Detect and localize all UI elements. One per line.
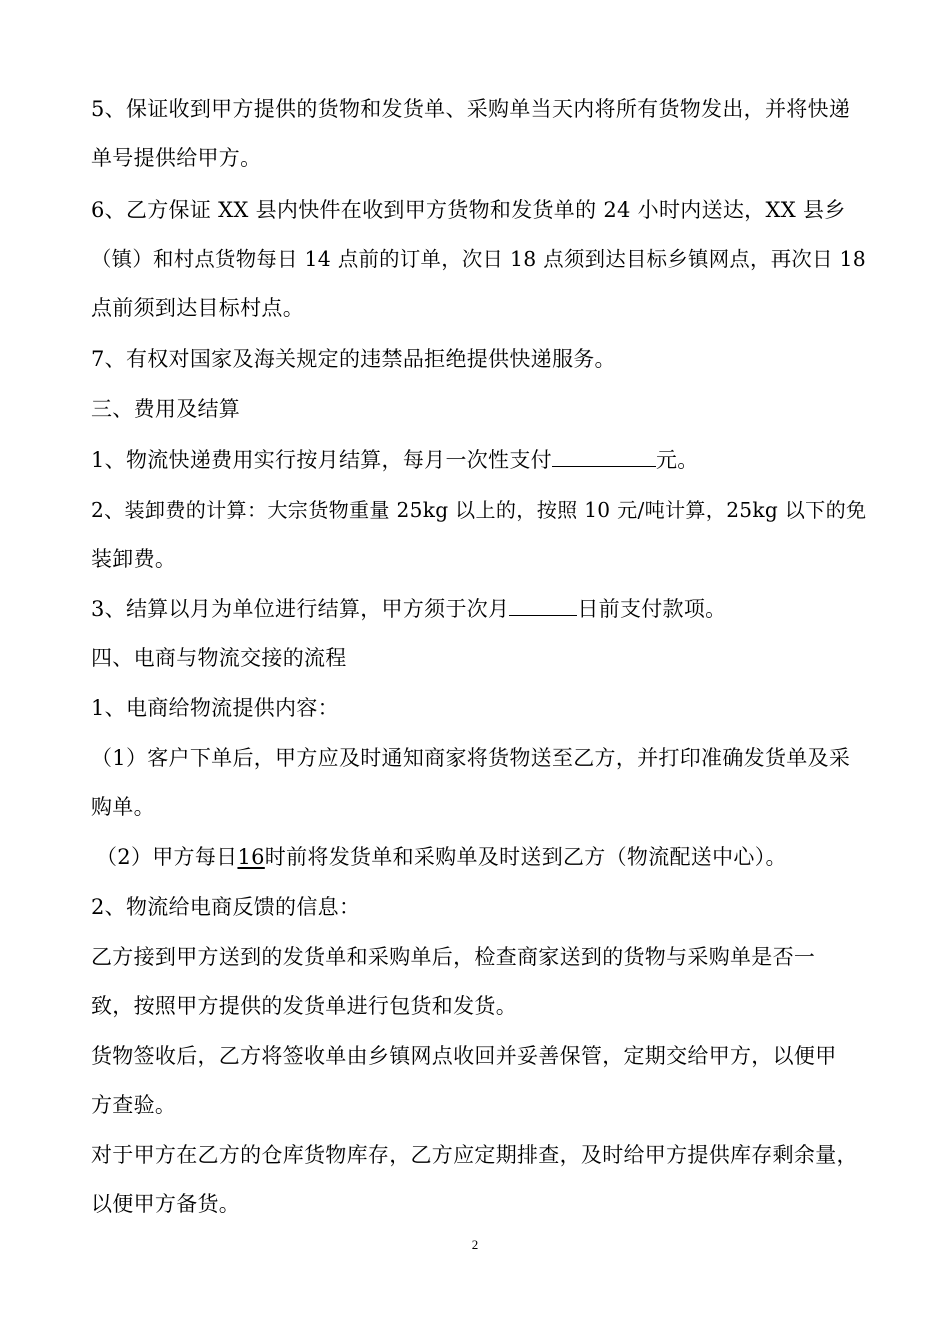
fee-clause-2-line-1: 2、装卸费的计算：大宗货物重量 25kg 以上的，按照 10 元/吨计算，25kg 以下的免	[91, 498, 867, 522]
flow-1-item-2-suffix: 时前将发货单和采购单及时送到乙方（物流配送中心）。	[264, 845, 787, 869]
flow-1-item-2-text: （2）甲方每日	[96, 845, 238, 869]
flow-2-para-1-line-2: 致，按照甲方提供的发货单进行包货和发货。	[91, 994, 517, 1018]
fee-clause-2-line-2: 装卸费。	[91, 547, 177, 571]
clause-7: 7、有权对国家及海关规定的违禁品拒绝提供快递服务。	[91, 347, 616, 371]
flow-1-item-1-line-2: 购单。	[91, 795, 155, 819]
clause-6-line-3: 点前须到达目标村点。	[91, 296, 304, 320]
section-4-heading: 四、电商与物流交接的流程	[91, 646, 347, 670]
fee-clause-3-suffix: 日前支付款项。	[577, 597, 727, 621]
monthly-amount-blank[interactable]	[552, 442, 656, 467]
page-number: 2	[471, 1237, 479, 1252]
fee-clause-1-text: 1、物流快递费用实行按月结算，每月一次性支付	[91, 448, 552, 472]
flow-2-para-1-line-1: 乙方接到甲方送到的发货单和采购单后，检查商家送到的货物与采购单是否一	[91, 945, 816, 969]
flow-2-para-2-line-1: 货物签收后，乙方将签收单由乡镇网点收回并妥善保管，定期交给甲方，以便甲	[91, 1044, 837, 1068]
clause-5-line-2: 单号提供给甲方。	[91, 146, 262, 170]
flow-2-para-2-line-2: 方查验。	[91, 1093, 177, 1117]
flow-2-para-3-line-2: 以便甲方备货。	[91, 1192, 241, 1216]
flow-2-heading: 2、物流给电商反馈的信息：	[91, 895, 361, 919]
flow-2-para-3-line-1: 对于甲方在乙方的仓库货物库存，乙方应定期排查，及时给甲方提供库存剩余量，	[91, 1143, 858, 1167]
flow-1-item-2	[96, 833, 871, 882]
clause-6-line-1: 6、乙方保证 XX 县内快件在收到甲方货物和发货单的 24 小时内送达，XX 县乡	[91, 198, 846, 222]
payment-day-blank[interactable]	[509, 591, 577, 616]
clause-6-line-2: （镇）和村点货物每日 14 点前的订单，次日 18 点须到达目标乡镇网点，再次日 18	[91, 247, 867, 271]
section-3-heading: 三、费用及结算	[91, 397, 241, 421]
flow-1-item-1-line-1: （1）客户下单后，甲方应及时通知商家将货物送至乙方，并打印准确发货单及采	[91, 746, 851, 770]
flow-1-heading: 1、电商给物流提供内容：	[91, 696, 339, 720]
clause-5-line-1: 5、保证收到甲方提供的货物和发货单、采购单当天内将所有货物发出，并将快递	[91, 97, 851, 121]
fee-clause-1	[91, 436, 866, 485]
fee-clause-1-suffix: 元。	[655, 448, 699, 472]
fee-clause-3	[91, 585, 866, 634]
delivery-hour-value: 16	[237, 845, 265, 869]
fee-clause-3-text: 3、结算以月为单位进行结算，甲方须于次月	[91, 597, 510, 621]
